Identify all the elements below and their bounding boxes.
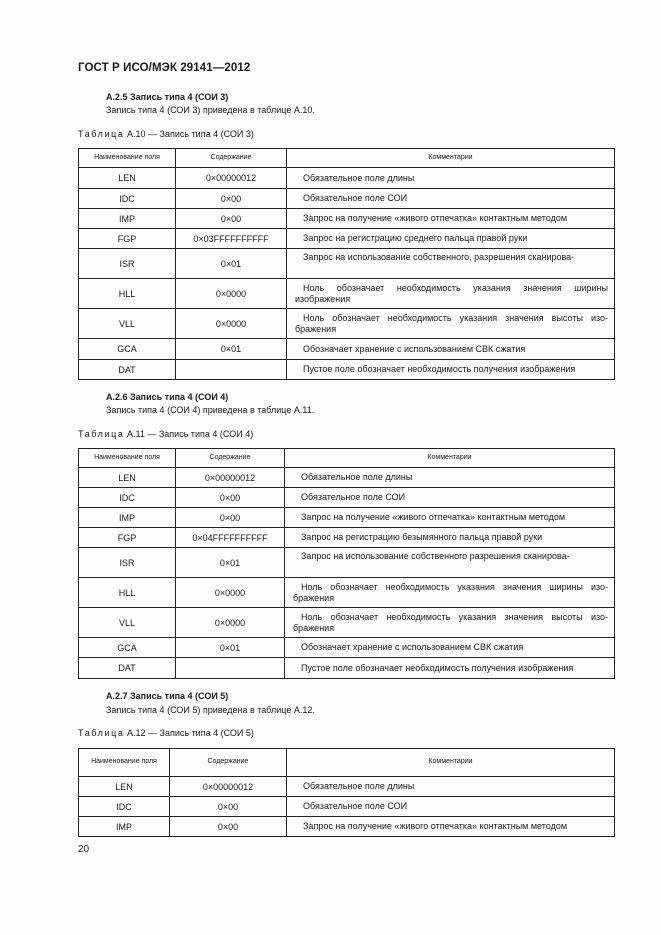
field-value-cell: 0×0000: [176, 608, 285, 638]
field-value-cell: 0×00: [170, 797, 287, 817]
table-row: [79, 229, 615, 249]
field-value-cell: 0×0000: [176, 279, 287, 309]
comment-cell: Ноль обозначает необходимость указания значения высоты изо-бражения: [285, 608, 615, 638]
field-value-cell: 0×01: [176, 249, 287, 279]
table-row: [79, 339, 615, 360]
field-value-cell: 0×0000: [176, 309, 287, 339]
table-row: [79, 608, 615, 638]
caption-text: А.11 — Запись типа 4 (СОИ 4): [127, 429, 254, 439]
column-header: Содержание: [170, 749, 287, 777]
table-row: [79, 209, 615, 229]
field-value-cell: 0×00: [176, 189, 287, 209]
field-name-cell: VLL: [79, 608, 176, 638]
field-value-cell: 0×01: [176, 638, 285, 658]
table-header-row: [79, 149, 615, 168]
comment-cell: Запрос на получение «живого отпечатка» контактным методом: [285, 508, 615, 528]
table-row: [79, 508, 615, 528]
section-heading-a27: А.2.7 Запись типа 4 (СОИ 5): [106, 691, 229, 701]
field-name-cell: IMP: [79, 817, 170, 837]
field-value-cell: 0×04FFFFFFFFFF: [176, 528, 285, 548]
comment-cell: Обязательное поле СОИ: [287, 797, 615, 817]
comment-cell: Обязательное поле длины: [287, 168, 615, 189]
section-intro-a27: Запись типа 4 (СОИ 5) приведена в таблице А.12.: [106, 705, 315, 715]
field-value-cell: 0×00000012: [170, 777, 287, 797]
caption-label: Таблица: [78, 429, 125, 439]
column-header: Содержание: [176, 149, 287, 168]
section-heading-a26: А.2.6 Запись типа 4 (СОИ 4): [106, 392, 229, 402]
table-header-row: [79, 749, 615, 777]
table-a10: [78, 148, 615, 380]
field-name-cell: HLL: [79, 279, 176, 309]
comment-cell: Обязательное поле СОИ: [285, 488, 615, 508]
field-name-cell: IDC: [79, 797, 170, 817]
table-row: [79, 777, 615, 797]
column-header: Наименование поля: [79, 449, 176, 468]
comment-cell: Пустое поле обозначает необходимость получения изображения: [285, 658, 615, 679]
field-value-cell: 0×01: [176, 339, 287, 360]
section-intro-a25: Запись типа 4 (СОИ 3) приведена в таблице А.10.: [106, 105, 315, 115]
field-name-cell: VLL: [79, 309, 176, 339]
comment-cell: Пустое поле обозначает необходимость получения изображения: [287, 360, 615, 380]
column-header: Комментарии: [285, 449, 615, 468]
field-value-cell: [176, 658, 285, 679]
field-name-cell: FGP: [79, 528, 176, 548]
field-value-cell: 0×00: [176, 508, 285, 528]
field-value-cell: 0×00000012: [176, 468, 285, 488]
table-caption-a10: [78, 129, 254, 139]
table-row: [79, 578, 615, 608]
table-row: [79, 168, 615, 189]
caption-label: Таблица: [78, 728, 125, 738]
comment-cell: Обозначает хранение с использованием СВК сжатия: [287, 339, 615, 360]
comment-cell: Обязательное поле длины: [285, 468, 615, 488]
field-value-cell: [176, 360, 287, 380]
field-name-cell: IMP: [79, 209, 176, 229]
column-header: Наименование поля: [79, 149, 176, 168]
field-name-cell: ISR: [79, 548, 176, 578]
field-name-cell: GCA: [79, 638, 176, 658]
field-name-cell: LEN: [79, 468, 176, 488]
table-row: [79, 309, 615, 339]
field-name-cell: IMP: [79, 508, 176, 528]
field-value-cell: 0×03FFFFFFFFFF: [176, 229, 287, 249]
comment-cell: Ноль обозначает необходимость указания значения ширины изображения: [287, 279, 615, 309]
comment-cell: Ноль обозначает необходимость указания значения высоты изо-бражения: [287, 309, 615, 339]
field-value-cell: 0×0000: [176, 578, 285, 608]
table-row: [79, 528, 615, 548]
table-a12: [78, 748, 615, 837]
field-name-cell: IDC: [79, 488, 176, 508]
table-row: [79, 249, 615, 279]
field-name-cell: DAT: [79, 658, 176, 679]
comment-cell: Ноль обозначает необходимость указания значения ширины изо-бражения: [285, 578, 615, 608]
table-row: [79, 797, 615, 817]
comment-cell: Запрос на использование собственного разрешения сканирова-: [285, 548, 615, 578]
column-header: Комментарии: [287, 149, 615, 168]
field-value-cell: 0×00: [176, 488, 285, 508]
table-row: [79, 817, 615, 837]
field-name-cell: IDC: [79, 189, 176, 209]
table-row: [79, 658, 615, 679]
table-header-row: [79, 449, 615, 468]
comment-cell: Запрос на использование собственного, разрешения сканирова-: [287, 249, 615, 279]
column-header: Содержание: [176, 449, 285, 468]
section-intro-a26: Запись типа 4 (СОИ 4) приведена в таблице А.11.: [106, 405, 315, 415]
comment-cell: Запрос на получение «живого отпечатка» контактным методом: [287, 817, 615, 837]
comment-cell: Запрос на регистрацию среднего пальца правой руки: [287, 229, 615, 249]
column-header: Наименование поля: [79, 749, 170, 777]
table-a11: [78, 448, 615, 679]
caption-text: А.10 — Запись типа 4 (СОИ 3): [127, 129, 254, 139]
table-row: [79, 548, 615, 578]
caption-text: А.12 — Запись типа 4 (СОИ 5): [127, 728, 254, 738]
field-name-cell: LEN: [79, 777, 170, 797]
field-value-cell: 0×01: [176, 548, 285, 578]
field-name-cell: GCA: [79, 339, 176, 360]
comment-cell: Запрос на регистрацию безымянного пальца правой руки: [285, 528, 615, 548]
table-row: [79, 468, 615, 488]
comment-cell: Запрос на получение «живого отпечатка» контактным методом: [287, 209, 615, 229]
table-caption-a12: [78, 728, 254, 738]
comment-cell: Обозначает хранение с использованием СВК сжатия: [285, 638, 615, 658]
comment-cell: Обязательное поле длины: [287, 777, 615, 797]
table-row: [79, 360, 615, 380]
table-row: [79, 189, 615, 209]
section-heading-a25: А.2.5 Запись типа 4 (СОИ 3): [106, 92, 229, 102]
caption-label: Таблица: [78, 129, 125, 139]
field-name-cell: DAT: [79, 360, 176, 380]
table-caption-a11: [78, 429, 253, 439]
column-header: Комментарии: [287, 749, 615, 777]
table-row: [79, 488, 615, 508]
table-row: [79, 279, 615, 309]
field-value-cell: 0×00000012: [176, 168, 287, 189]
field-value-cell: 0×00: [170, 817, 287, 837]
field-name-cell: FGP: [79, 229, 176, 249]
comment-cell: Обязательное поле СОИ: [287, 189, 615, 209]
field-name-cell: LEN: [79, 168, 176, 189]
document-header: ГОСТ Р ИСО/МЭК 29141—2012: [78, 62, 251, 74]
page-number: 20: [78, 844, 90, 855]
field-value-cell: 0×00: [176, 209, 287, 229]
field-name-cell: ISR: [79, 249, 176, 279]
table-row: [79, 638, 615, 658]
field-name-cell: HLL: [79, 578, 176, 608]
